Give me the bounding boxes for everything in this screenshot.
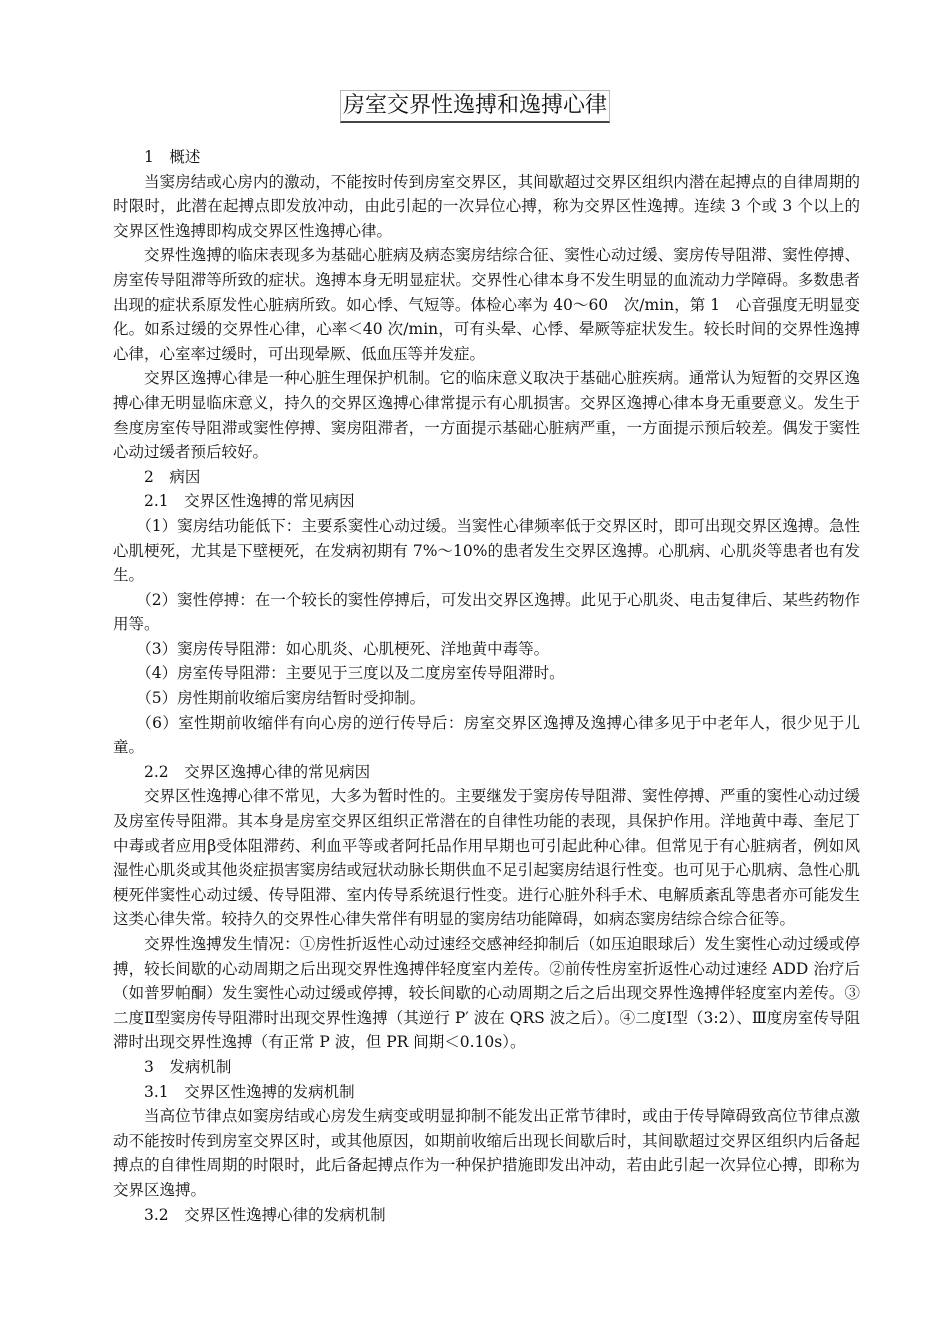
subsection-heading: 3.1 交界区性逸搏的发病机制 [144, 1082, 355, 1101]
list-item: （2）窦性停搏：在一个较长的窦性停搏后，可发出交界区逸搏。此见于心肌炎、电击复律后、某些药物作用等。 [113, 590, 860, 634]
list-item: （1）窦房结功能低下：主要系窦性心动过缓。当窦性心律频率低于交界区时，即可出现交界区逸搏。急性心肌梗死，尤其是下壁梗死，在发病初期有 7%～10%的患者发生交界区逸搏。心肌病、心肌炎等患者也有发生。 [113, 516, 860, 585]
document-title-wrap [0, 90, 950, 123]
paragraph: 交界区性逸搏心律不常见，大多为暂时性的。主要继发于窦房传导阻滞、窦性停搏、严重的窦性心动过缓及房室传导阻滞。其本身是房室交界区组织正常潜在的自律性功能的表现，具保护作用。洋地黄中毒、奎尼丁中毒或者应用β受体阻滞药、利血平等或者阿托品作用早期也可引起此种心律。但常见于有心脏病者，例如风湿性心肌炎或其他炎症损害窦房结或冠状动脉长期供血不足引起窦房结退行性变。也可见于心肌病、急性心肌梗死伴窦性心动过缓、传导阻滞、室内传导系统退行性变。进行心脏外科手术、电解质紊乱等患者亦可能发生这类心律失常。较持久的交界性心律失常伴有明显的窦房结功能障碍，如病态窦房结综合综合征等。 [113, 787, 860, 929]
paragraph: 当窦房结或心房内的激动，不能按时传到房室交界区，其间歇超过交界区组织内潜在起搏点的自律周期的时限时，此潜在起搏点即发放冲动，由此引起的一次异位心搏，称为交界区性逸搏。连续 3 个或 3 个以上的交界区性逸搏即构成交界区性逸搏心律。 [113, 172, 860, 240]
section-heading: 3 发病机制 [144, 1057, 232, 1076]
list-item: （6）室性期前收缩伴有向心房的逆行传导后：房室交界区逸搏及逸搏心律多见于中老年人，很少见于儿童。 [113, 713, 860, 757]
subsection-heading: 2.1 交界区性逸搏的常见病因 [144, 492, 355, 511]
paragraph: 交界性逸搏的临床表现多为基础心脏病及病态窦房结综合征、窦性心动过缓、窦房传导阻滞、窦性停搏、房室传导阻滞等所致的症状。逸搏本身无明显症状。交界性心律本身不发生明显的血流动力学障碍。多数患者出现的症状系原发性心脏病所致。如心悸、气短等。体检心率为 40～60 次/min，第 1 心音强度无明显变化。如系过缓的交界性心律，心率＜40 次/min，可有头晕、心悸、晕厥等症状发生。较长时间的交界性逸搏心律，心室率过缓时，可出现晕厥、低血压等并发症。 [113, 246, 860, 363]
subsection-heading: 3.2 交界区性逸搏心律的发病机制 [144, 1205, 386, 1224]
subsection-heading: 2.2 交界区逸搏心律的常见病因 [144, 762, 371, 781]
paragraph: 当高位节律点如窦房结或心房发生病变或明显抑制不能发出正常节律时，或由于传导障碍致高位节律点激动不能按时传到房室交界区时，或其他原因，如期前收缩后出现长间歇后时，其间歇超过交界区组织内后备起搏点的自律性周期的时限时，此后备起搏点作为一种保护措施即发出冲动，若由此引起一次异位心搏，即称为交界区逸搏。 [113, 1107, 860, 1199]
document-body [113, 145, 860, 1227]
section-heading: 1 概述 [144, 148, 201, 166]
list-item: （4）房室传导阻滞：主要见于三度以及二度房室传导阻滞时。 [136, 664, 565, 683]
list-item: （3）窦房传导阻滞：如心肌炎、心肌梗死、洋地黄中毒等。 [136, 639, 550, 658]
list-item: （5）房性期前收缩后窦房结暂时受抑制。 [136, 689, 426, 708]
section-heading: 2 病因 [144, 467, 201, 486]
document-title: 房室交界性逸搏和逸搏心律 [340, 90, 610, 123]
paragraph: 交界区逸搏心律是一种心脏生理保护机制。它的临床意义取决于基础心脏疾病。通常认为短暂的交界区逸搏心律无明显临床意义，持久的交界区逸搏心律常提示有心肌损害。交界区逸搏心律本身无重要意义。发生于叁度房室传导阻滞或窦性停搏、窦房阻滞者，一方面提示基础心脏病严重，一方面提示预后较差。偶发于窦性心动过缓者预后较好。 [113, 369, 860, 462]
paragraph: 交界性逸搏发生情况：①房性折返性心动过速经交感神经抑制后（如压迫眼球后）发生窦性心动过缓或停搏，较长间歇的心动周期之后出现交界性逸搏伴轻度室内差传。②前传性房室折返性心动过速经 ADD 治疗后（如普罗帕酮）发生窦性心动过缓或停搏，较长间歇的心动周期之后之后出现交界性逸搏伴轻度室内差传。③二度Ⅱ型窦房传导阻滞时出现交界性逸搏（其逆行 P′ 波在 QRS 波之后）。④二度Ⅰ型（3:2）、Ⅲ度房室传导阻滞时出现交界性逸搏（有正常 P 波，但 PR 间期＜0.10s）。 [113, 935, 860, 1052]
